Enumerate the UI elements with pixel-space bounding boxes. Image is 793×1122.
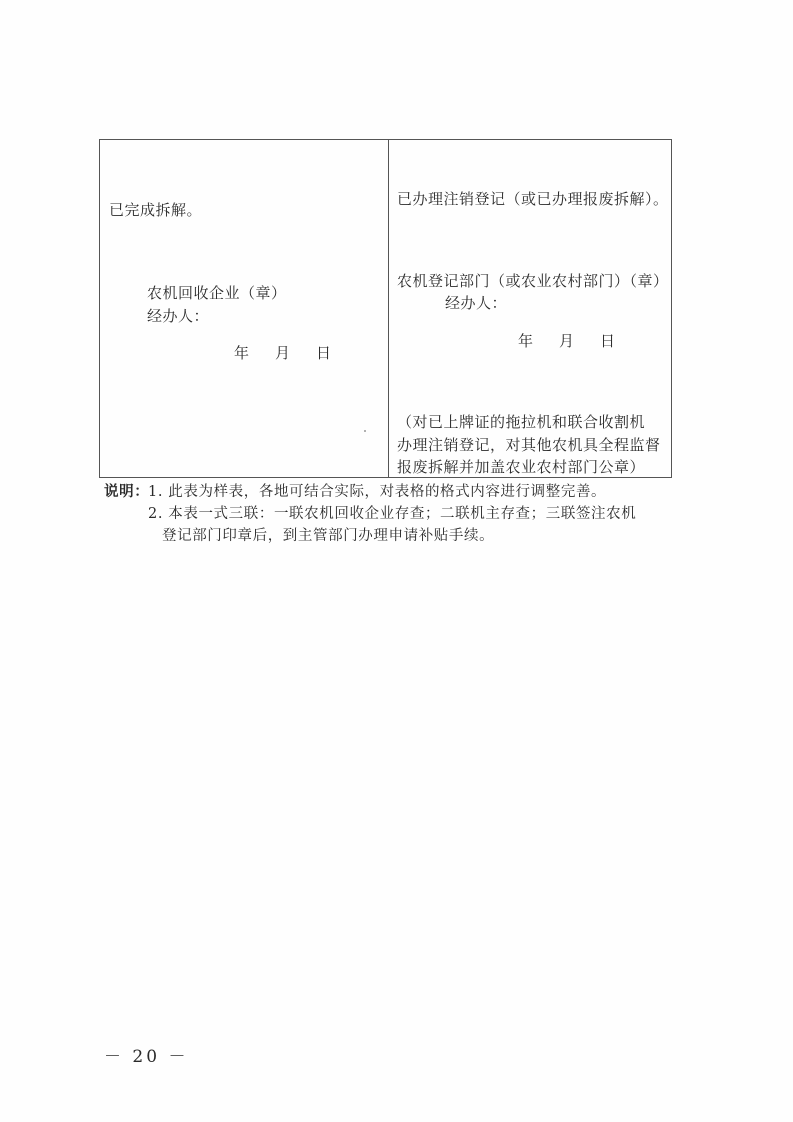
notes-label: 说明： — [104, 483, 150, 500]
left-date-day: 日 — [316, 344, 332, 362]
right-status-text: 已办理注销登记（或已办理报废拆解）。 — [397, 190, 669, 208]
left-date-year: 年 — [234, 344, 250, 362]
left-seal-label: 农机回收企业（章） — [147, 284, 287, 302]
right-note-line-2: 办理注销登记，对其他农机具全程监督 — [397, 436, 661, 454]
column-divider — [388, 140, 389, 477]
form-table — [99, 139, 672, 478]
right-handler-label: 经办人： — [445, 294, 508, 312]
note-item-2-line-2: 登记部门印章后，到主管部门办理申请补贴手续。 — [162, 528, 495, 544]
left-status-text: 已完成拆解。 — [109, 201, 203, 219]
scan-speck — [364, 430, 366, 432]
right-note-line-3: 报废拆解并加盖农业农村部门公章） — [397, 458, 646, 476]
note-item-1: 1. 此表为样表，各地可结合实际，对表格的格式内容进行调整完善。 — [148, 484, 607, 500]
right-seal-label: 农机登记部门（或农业农村部门）（章） — [397, 272, 669, 290]
left-handler-label: 经办人： — [147, 307, 210, 325]
left-date-month: 月 — [275, 344, 291, 362]
page-number: － 20 － — [104, 1047, 189, 1067]
note-item-2-line-1: 2. 本表一式三联：一联农机回收企业存查；二联机主存查；三联签注农机 — [148, 506, 637, 522]
right-note-line-1: （对已上牌证的拖拉机和联合收割机 — [397, 413, 646, 431]
right-date-day: 日 — [600, 332, 616, 350]
right-date-year: 年 — [518, 332, 534, 350]
right-date-month: 月 — [559, 332, 575, 350]
